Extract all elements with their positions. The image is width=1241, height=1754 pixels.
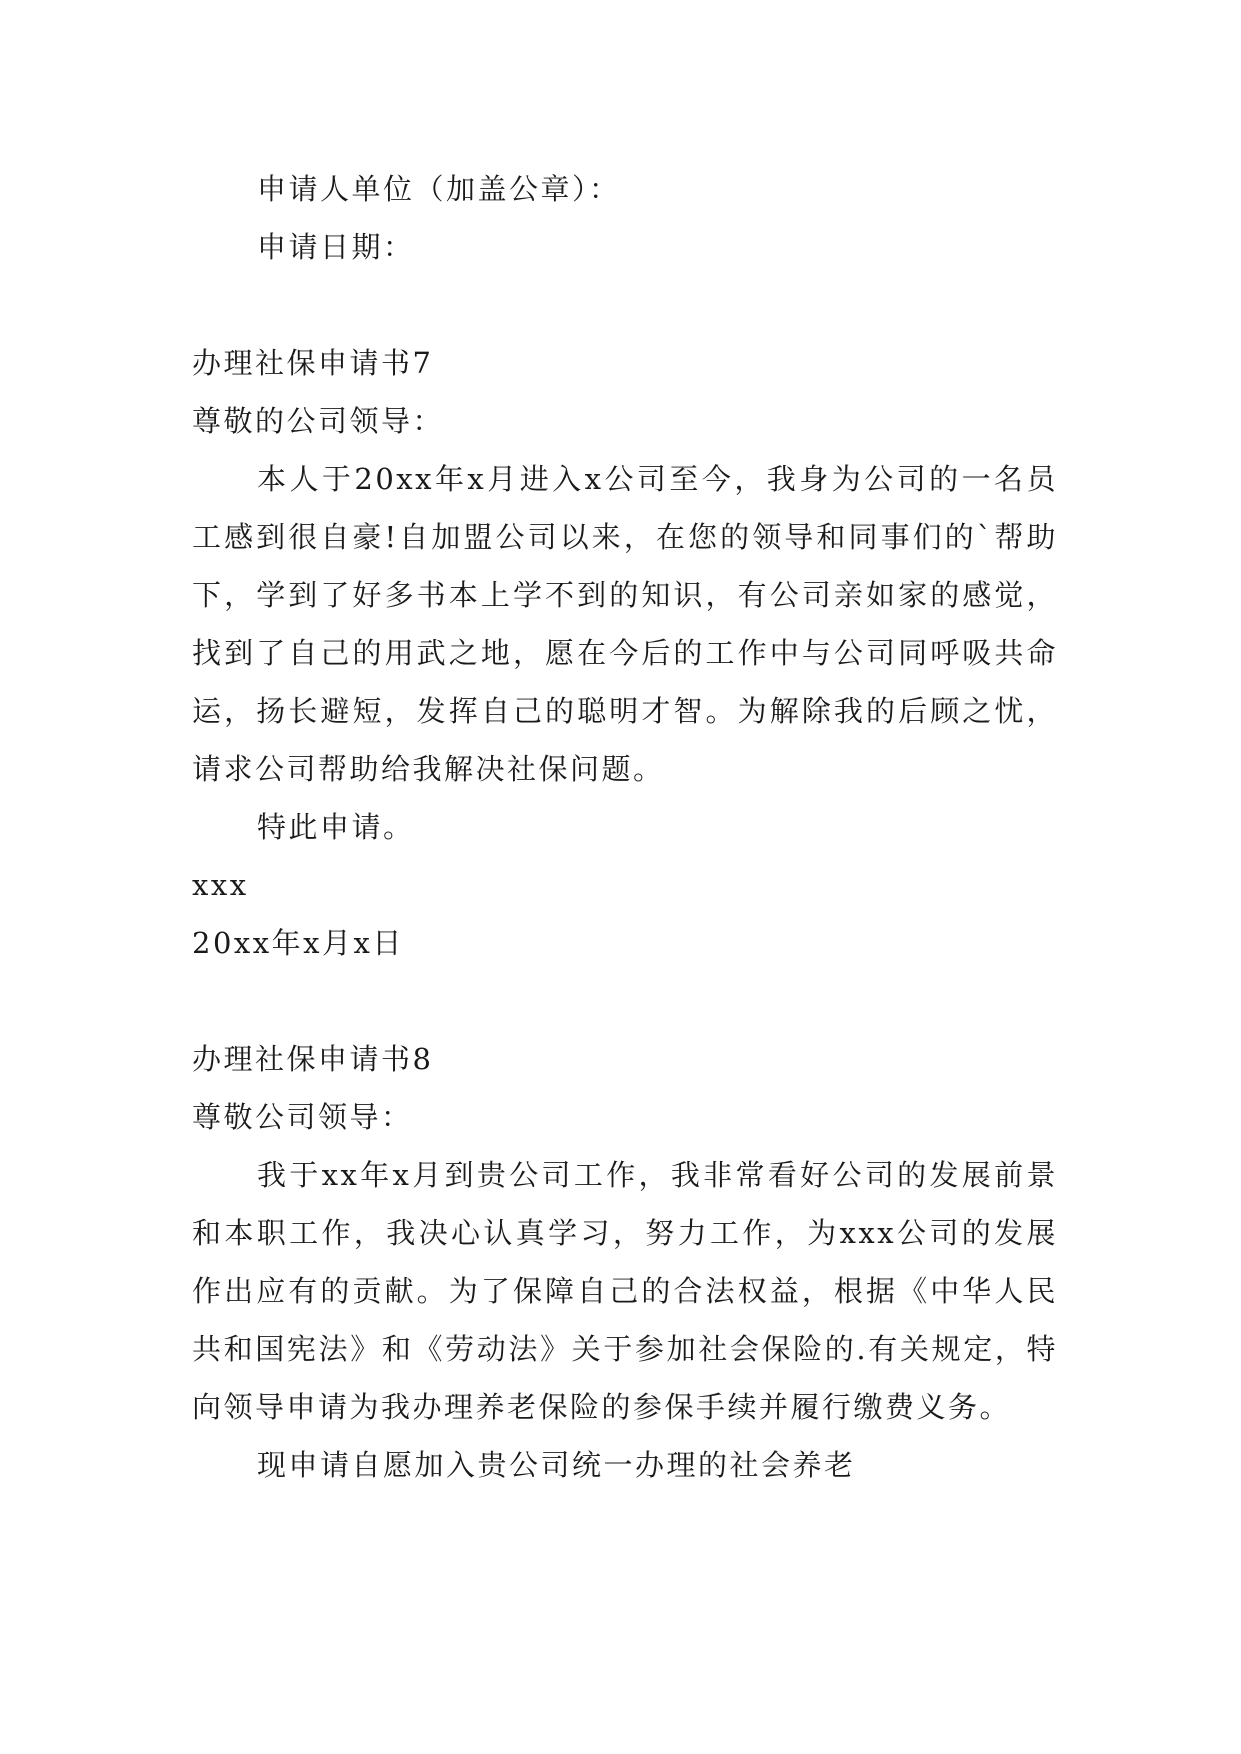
section-7-title: 办理社保申请书7 [192,346,434,380]
section-8-body: 我于xx年x月到贵公司工作，我非常看好公司的发展前景和本职工作，我决心认真学习，努力工作，为xxx公司的发展作出应有的贡献。为了保障自己的合法权益，根据《中华人民共和国宪法》和《劳动法》关于参加社会保险的.有关规定，特向领导申请为我办理养老保险的参保手续并履行缴费义务。 [192,1158,1058,1424]
section-8-salutation: 尊敬公司领导： [192,1100,413,1134]
section-7-date: 20xx年x月x日 [192,926,404,960]
section-7-closing: 特此申请。 [257,810,415,844]
section-7-body: 本人于20xx年x月进入x公司至今，我身为公司的一名员工感到很自豪!自加盟公司以来，在您的领导和同事们的`帮助下，学到了好多书本上学不到的知识，有公司亲如家的感觉，找到了自己的用武之地，愿在今后的工作中与公司同呼吸共命运，扬长避短，发挥自己的聪明才智。为解除我的后顾之忧，请求公司帮助给我解决社保问题。 [192,462,1058,786]
document-body [192,160,1058,1494]
section-8-body-continued: 现申请自愿加入贵公司统一办理的社会养老 [257,1448,856,1482]
application-date-line: 申请日期： [257,230,415,264]
section-7-salutation: 尊敬的公司领导： [192,404,445,438]
section-gap [192,276,1058,334]
section-gap [192,972,1058,1030]
section-7-signer: xxx [192,868,249,902]
applicant-unit-line: 申请人单位（加盖公章）： [257,172,621,206]
section-8-title: 办理社保申请书8 [192,1042,434,1076]
